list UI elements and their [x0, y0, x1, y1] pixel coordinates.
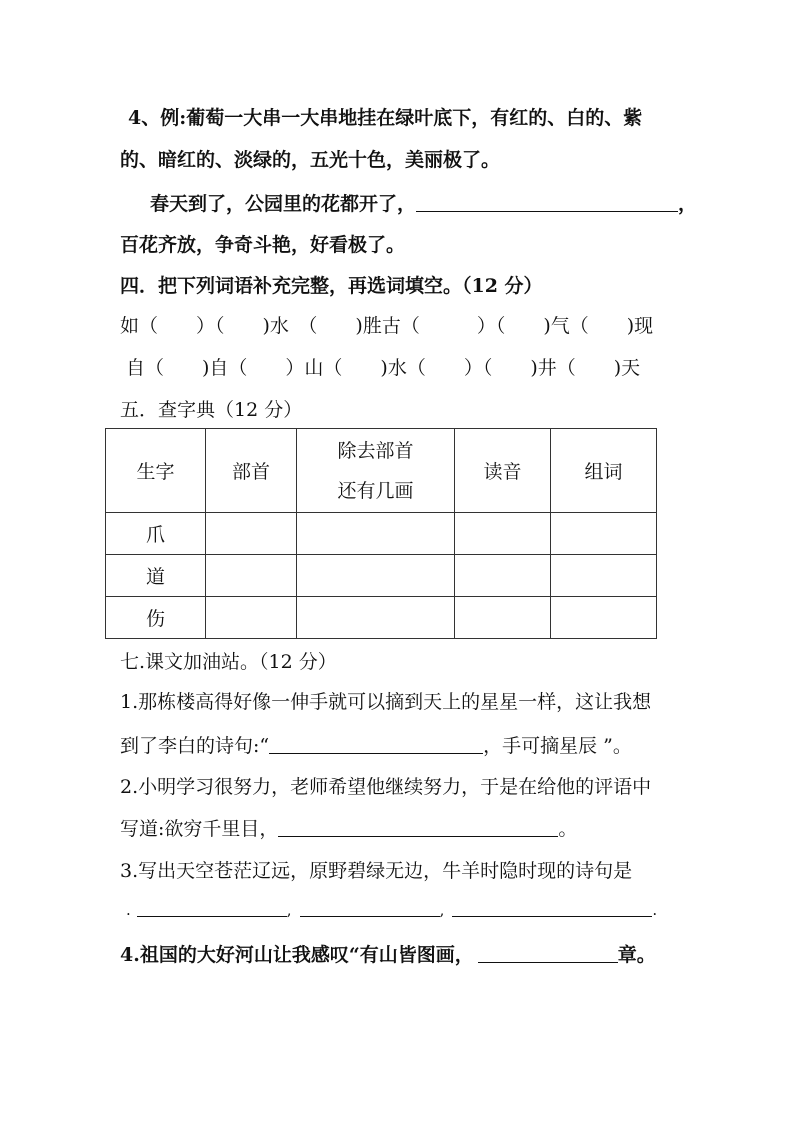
s7-q2-line1: 2.小明学习很努力，老师希望他继续努力，于是在给他的评语中 — [120, 776, 652, 798]
q4-line1: 4、例:葡萄一大串一大串地挂在绿叶底下，有红的、白的、紫 — [128, 107, 643, 129]
section5-title: 五．查字典（12 分） — [120, 399, 303, 421]
q4-answer-blank[interactable] — [416, 193, 678, 212]
table-header-row — [106, 429, 657, 513]
header-strokes — [297, 429, 455, 513]
s7-q3-sep2: , — [439, 901, 445, 919]
pronunciation-cell[interactable] — [455, 597, 551, 639]
header-strokes-line2: 还有几画 — [337, 479, 414, 502]
table-row — [106, 513, 657, 555]
s7-q2-blank[interactable] — [278, 818, 558, 837]
strokes-cell[interactable] — [297, 597, 455, 639]
header-radical: 部首 — [206, 429, 297, 513]
section4-title: 四．把下列词语补充完整，再选词填空。（12 分） — [120, 275, 543, 297]
s7-q1-suffix: ，手可摘星辰 ”。 — [483, 735, 632, 757]
radical-cell[interactable] — [206, 597, 297, 639]
char-cell: 伤 — [106, 597, 206, 639]
s7-q2-suffix: 。 — [558, 818, 578, 840]
strokes-cell[interactable] — [297, 513, 455, 555]
radical-cell[interactable] — [206, 555, 297, 597]
words-cell[interactable] — [551, 597, 657, 639]
section7-title: 七.课文加油站。（12 分） — [120, 651, 337, 673]
char-cell: 爪 — [106, 513, 206, 555]
words-cell[interactable] — [551, 513, 657, 555]
header-pronunciation: 读音 — [455, 429, 551, 513]
q4-line2: 的、暗红的、淡绿的，五光十色，美丽极了。 — [120, 149, 501, 171]
table-row — [106, 597, 657, 639]
s7-q4-line — [120, 943, 656, 967]
pronunciation-cell[interactable] — [455, 513, 551, 555]
words-cell[interactable] — [551, 555, 657, 597]
q4-line3 — [150, 192, 697, 216]
s7-q3-blank1[interactable] — [137, 898, 287, 917]
s7-q2-line2 — [120, 817, 577, 841]
radical-cell[interactable] — [206, 513, 297, 555]
q4-line3-prefix: 春天到了，公园里的花都开了， — [150, 193, 417, 215]
strokes-cell[interactable] — [297, 555, 455, 597]
q4-line3-suffix: ， — [678, 193, 698, 215]
char-cell: 道 — [106, 555, 206, 597]
s7-q2-prefix: 写道:欲穷千里目， — [120, 818, 279, 840]
s7-q1-line2 — [120, 734, 632, 758]
table-row — [106, 555, 657, 597]
s7-q1-prefix: 到了李白的诗句:“ — [120, 735, 270, 757]
s7-q4-prefix: 4.祖国的大好河山让我感叹“有山皆图画， — [120, 944, 474, 966]
s7-q3-dot: . — [126, 901, 131, 919]
q4-line4: 百花齐放，争奇斗艳，好看极了。 — [120, 234, 406, 256]
s7-q3-blank2[interactable] — [300, 898, 440, 917]
s7-q1-blank[interactable] — [269, 735, 483, 754]
s7-q1-line1: 1.那栋楼高得好像一伸手就可以摘到天上的星星一样，这让我想 — [120, 691, 652, 713]
header-words: 组词 — [551, 429, 657, 513]
s7-q3-blank3[interactable] — [452, 898, 652, 917]
s7-q4-suffix: 章。 — [617, 944, 656, 966]
s7-q3-line1: 3.写出天空苍茫辽远，原野碧绿无边，牛羊时隐时现的诗句是 — [120, 860, 633, 882]
s7-q3-end: . — [652, 901, 658, 919]
header-char: 生字 — [106, 429, 206, 513]
pronunciation-cell[interactable] — [455, 555, 551, 597]
section4-row1: 如（ ）（ )水 （ )胜古（ ）（ )气（ )现 — [120, 315, 654, 337]
header-strokes-line1: 除去部首 — [337, 439, 414, 462]
section4-row2: 自（ )自（ ）山（ )水（ ）（ )井（ )天 — [126, 357, 641, 379]
s7-q3-line2 — [126, 898, 657, 922]
s7-q3-sep1: , — [286, 901, 292, 919]
dictionary-table — [105, 428, 657, 639]
s7-q4-blank[interactable] — [478, 944, 618, 963]
